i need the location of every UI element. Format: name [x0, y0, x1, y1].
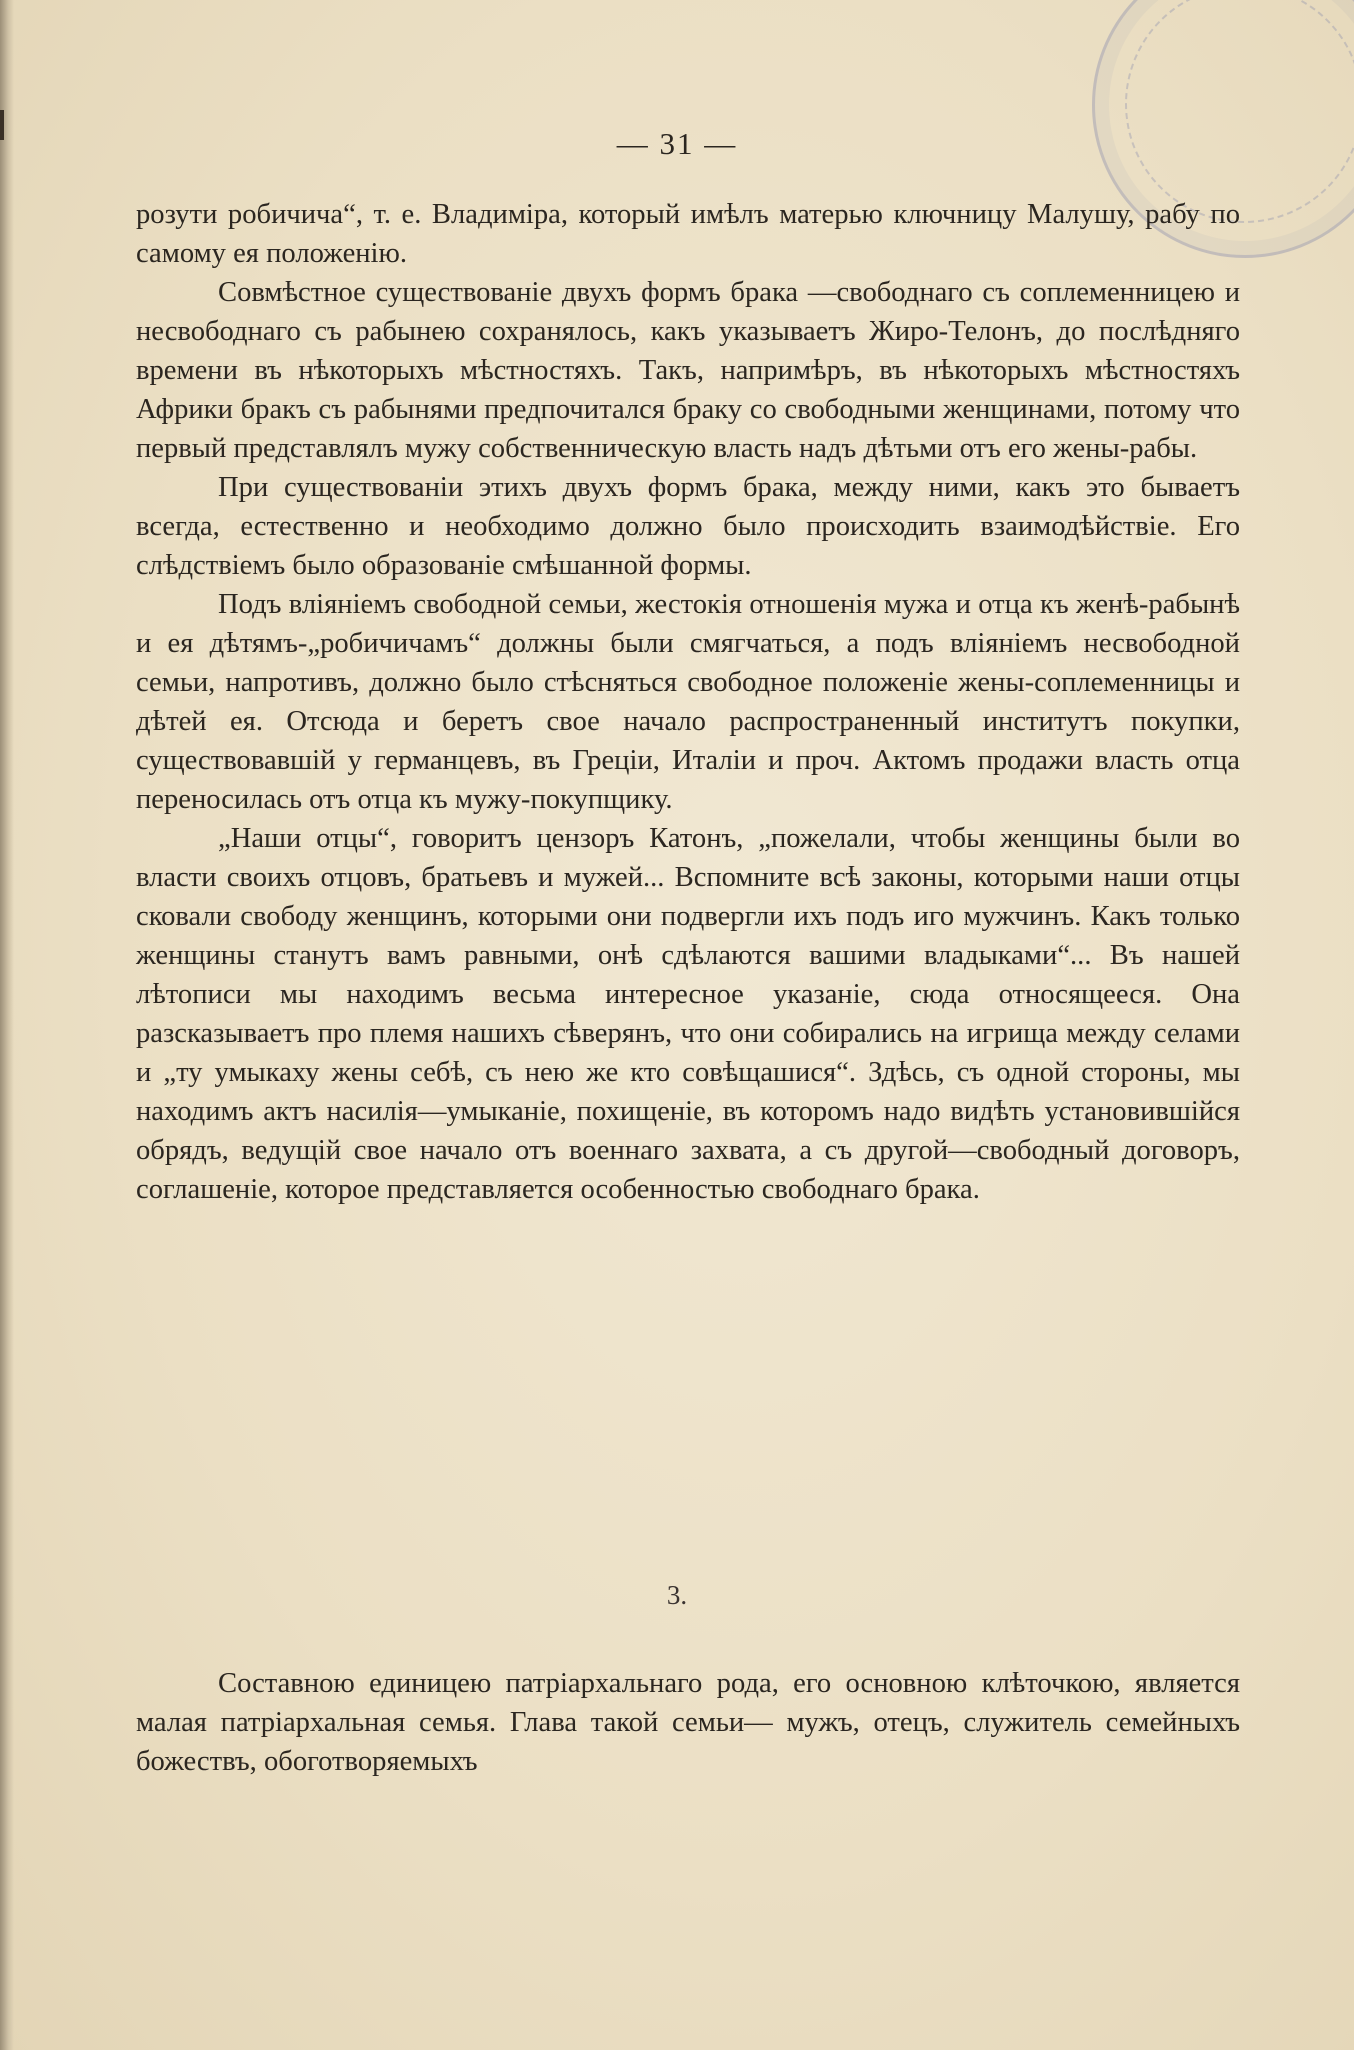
section-text: [136, 1664, 1240, 1781]
paragraph-patriarchal-family: Составною единицею патріархальнаго рода, его основною клѣточкою, является малая патріархальная семья. Глава такой семьи— мужъ, отецъ, служитель семейныхъ божествъ, обоготворяемыхъ: [136, 1668, 1240, 1777]
page-number: — 31 —: [616, 126, 738, 161]
section-number: 3.: [666, 1580, 688, 1610]
paragraph-continuation: розути робичича“, т. е. Владиміра, который имѣлъ матерью ключницу Малушу, рабу по самому ея положенію.: [136, 199, 1240, 269]
paragraph-coexistence-of-marriage-forms: Совмѣстное существованіе двухъ формъ брака —свободнаго съ соплеменницею и несвободнаго съ рабынею сохранялось, какъ указываетъ Жиро-Телонъ, до послѣдняго времени въ нѣкоторыхъ мѣстностяхъ. Такъ, напримѣръ, въ нѣкоторыхъ мѣстностяхъ Африки бракъ съ рабынями предпочитался браку со свободными женщинами, потому что первый представлялъ мужу собственническую власть надъ дѣтьми отъ его жены-рабы.: [136, 277, 1240, 464]
library-stamp-inner-ring: [1125, 0, 1354, 223]
page-binding-edge: [0, 0, 14, 2050]
paragraph-interaction-of-forms: При существованіи этихъ двухъ формъ брака, между ними, какъ это бываетъ всегда, естественно и необходимо должно было происходить взаимодѣйствіе. Его слѣдствіемъ было образованіе смѣшанной формы.: [136, 472, 1240, 581]
paragraph-purchase-institution: Подъ вліяніемъ свободной семьи, жестокія отношенія мужа и отца къ женѣ-рабынѣ и ея дѣтямъ-„робичичамъ“ должны были смягчаться, а подъ вліяніемъ несвободной семьи, напротивъ, должно было стѣсняться свободное положеніе жены-соплеменницы и дѣтей ея. Отсюда и беретъ свое начало распространенный институтъ покупки, существовавшій у германцевъ, въ Греціи, Италіи и проч. Актомъ продажи власть отца переносилась отъ отца къ мужу-покупщику.: [136, 589, 1240, 815]
main-text: [136, 195, 1240, 1209]
paragraph-cato-quote: „Наши отцы“, говоритъ цензоръ Катонъ, „пожелали, чтобы женщины были во власти своихъ отцовъ, братьевъ и мужей... Вспомните всѣ законы, которыми наши отцы сковали свободу женщинъ, которыми они подвергли ихъ подъ иго мужчинъ. Какъ только женщины станутъ вамъ равными, онѣ сдѣлаются вашими владыками“... Въ нашей лѣтописи мы находимъ весьма интересное указаніе, сюда относящееся. Она разсказываетъ про племя нашихъ сѣверянъ, что они собирались на игрища между селами и „ту умыкаху жены себѣ, съ нею же кто совѣщашися“. Здѣсь, съ одной стороны, мы находимъ актъ насилія—умыканіе, похищеніе, въ которомъ надо видѣть установившійся обрядъ, ведущій свое начало отъ военнаго захвата, а съ другой—свободный договоръ, соглашеніе, которое представляется особенностью свободнаго брака.: [136, 823, 1240, 1205]
